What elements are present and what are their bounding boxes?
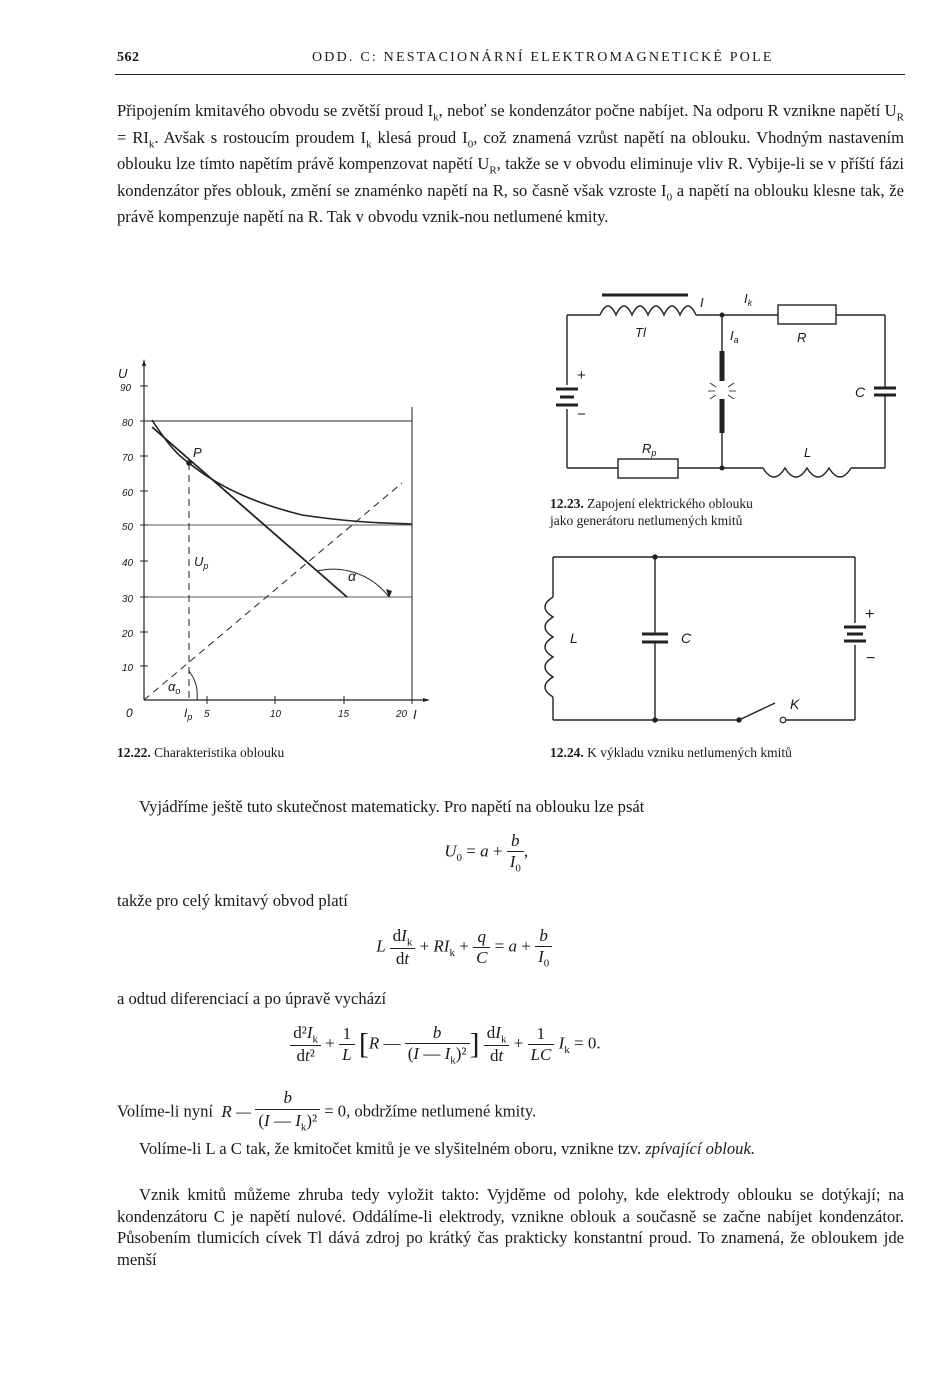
caption-12-23: 12.23. Zapojení elektrického oblouku jako generátoru netlumených kmitů: [550, 496, 753, 528]
point-p: [186, 460, 192, 466]
text-vznik: Vznik kmitů můžeme zhruba tedy vyložit takto: Vyjděme od polohy, kde elektrody oblouku se dotýkají; na kondenzátoru C je napětí nulové. Oddálíme-li elektrody, vznikne oblouk a současně se začne nabíjet kondenzátor. Působením tlumicích cívek Tl dává zdroj po krátký čas prakticky konstantní proud. To znamená, že obloukem jde menší: [117, 1185, 904, 1269]
resistor-r: [778, 305, 836, 324]
running-title: ODD. C: NESTACIONÁRNÍ ELEKTROMAGNETICKÉ POLE: [312, 50, 774, 65]
header-rule: [115, 74, 905, 75]
label-c2: C: [681, 630, 692, 646]
inductor-l: [763, 468, 851, 477]
y-axis-label: U: [118, 366, 128, 381]
page-number: 562: [117, 50, 140, 65]
caption-12-22: 12.22. Charakteristika oblouku: [117, 745, 285, 760]
y-tick-40: 40: [122, 558, 134, 569]
up-label: $U_p$: [194, 554, 209, 571]
y-tick-10: 10: [122, 663, 134, 674]
y-tick-30: 30: [122, 594, 134, 605]
equation-1: $U_0 = a$ + $\frac{b}{I_0}$ ,: [444, 831, 529, 875]
alpha0-label: $\alpha_o$: [168, 679, 181, 696]
label-c: C: [855, 384, 866, 400]
choke-tl: [600, 306, 696, 315]
fig-arc-generator-circuit: [550, 285, 905, 490]
label-l2: L: [570, 630, 578, 646]
inductor-l2: [545, 597, 553, 697]
x-tick-15: 15: [338, 709, 350, 720]
label-rp: $R_p$: [642, 441, 657, 458]
equation-3: $\frac{d^2I_k}{\text{dt²}}$ + $\frac{1}{L}$ [R — $\frac{b}{(I — I_k)^2}$ ] $\frac{dI_k}{dt}$ + $\frac{1}{LC}$ $I_k = 0$.: [286, 1023, 601, 1066]
y-ticks: [140, 386, 412, 704]
text-whole-circuit: takže pro celý kmitavý obvod platí: [117, 891, 348, 910]
label-k: K: [790, 696, 800, 712]
ip-label: $I_p$: [184, 706, 193, 722]
alpha-label: α: [348, 568, 356, 584]
fig-arc-characteristic: [112, 355, 437, 735]
fig-lc-circuit: [535, 545, 885, 735]
tangent-line: [152, 427, 347, 597]
point-p-label: P: [193, 445, 202, 460]
dashed-resistance-line: [144, 483, 402, 700]
characteristic-curve: [152, 420, 412, 524]
y-tick-90: 90: [120, 383, 132, 394]
y-tick-60: 60: [122, 488, 134, 499]
text-differentiation: a odtud diferenciací a po úpravě vychází: [117, 989, 387, 1008]
label-ia: $I_a$: [730, 328, 739, 345]
x-axis-label: I: [413, 707, 417, 722]
x-tick-20: 20: [396, 709, 408, 720]
label-plus2: +: [865, 606, 875, 623]
x-tick-5: 5: [204, 709, 210, 720]
x-tick-10: 10: [270, 709, 282, 720]
text-express: Vyjádříme ještě tuto skutečnost matematicky. Pro napětí na oblouku lze psát: [139, 797, 645, 816]
equation-2: L $\frac{dI_k}{dt}$ + $RI_k$ + $\frac{q}{C}$ = a + $\frac{b}{I_0}$: [372, 926, 552, 969]
label-minus: −: [577, 406, 586, 423]
label-tl: Tl: [635, 325, 646, 340]
y-tick-50: 50: [122, 522, 134, 533]
label-r: R: [797, 330, 807, 345]
text-volime-1: Volíme-li nyní R — $\frac{b}{(I — I_k)^2}$ = 0, obdržíme netlumené kmity.: [117, 1088, 537, 1133]
label-ik: $I_k$: [744, 291, 753, 308]
y-tick-80: 80: [122, 418, 134, 429]
label-l: L: [804, 445, 812, 460]
origin-label: 0: [126, 706, 133, 720]
caption-12-24: 12.24. K výkladu vzniku netlumených kmitů: [550, 745, 792, 760]
intro-paragraph: [117, 101, 904, 227]
y-tick-70: 70: [122, 453, 134, 464]
alpha0-arc: [189, 671, 197, 700]
label-minus2: −: [866, 650, 876, 667]
label-i: I: [700, 295, 704, 310]
text-volime-2: Volíme-li L a C tak, že kmitočet kmitů je ve slyšitelném oboru, vznikne tzv. zpívající oblouk.: [139, 1139, 755, 1158]
intro-text: Připojením kmitavého obvodu se zvětší proud $I_k$, neboť se kondenzátor počne nabíjet. Na odporu R vznikne napětí $U_R = RI_k$. Avšak s rostoucím proudem $I_k$ klesá proud $I_0$, což znamená vzrůst napětí na oblouku. Vhodným nastavením oblouku lze tímto napětím právě kompenzovat napětí $U_R$, takže se v obvodu eliminuje vliv R. Vybije-li se v příští fázi kondenzátor přes oblouk, změní se znaménko napětí na R, so časně však vzroste $I_0$ a napětí na oblouku klesne tak, že právě kompenzuje napětí na R. Tak v obvodu vznik-nou netlumené kmity.: [117, 101, 905, 227]
y-tick-20: 20: [122, 629, 134, 640]
resistor-rp: [618, 459, 678, 478]
label-plus: +: [577, 367, 586, 384]
